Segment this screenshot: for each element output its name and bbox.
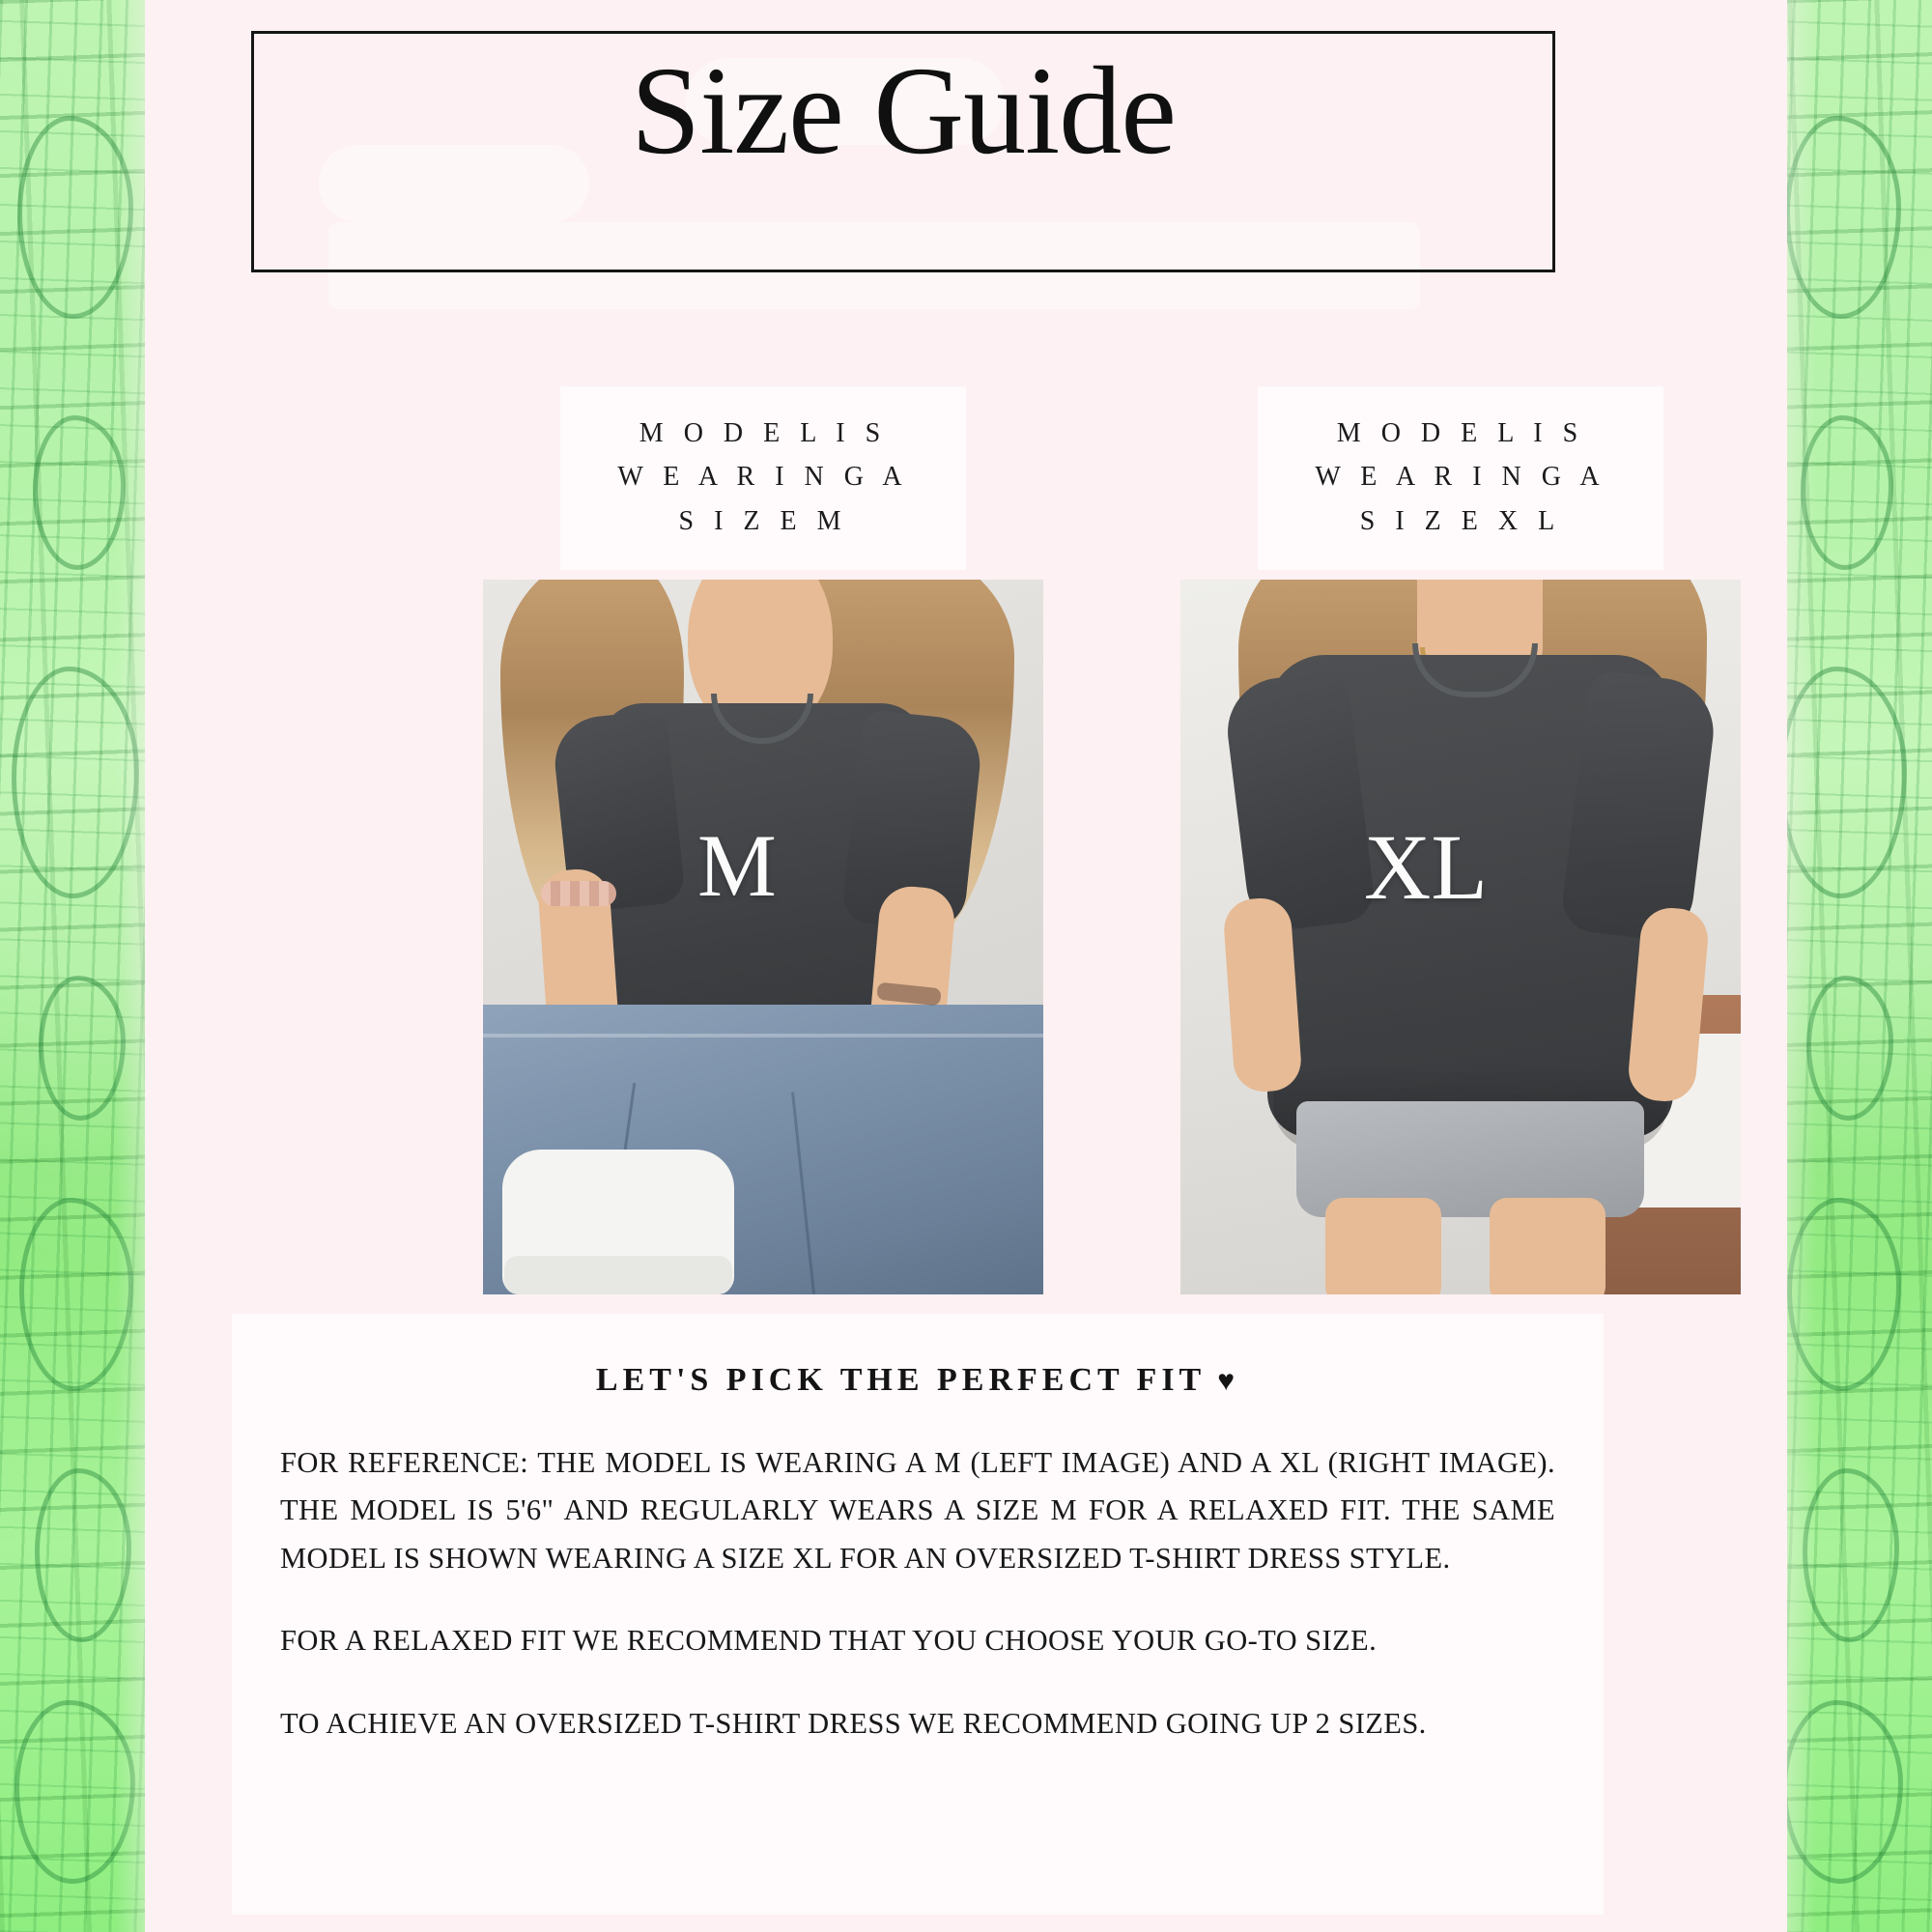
fit-info-paragraph-2: FOR A RELAXED FIT WE RECOMMEND THAT YOU CHOOSE YOUR GO-TO SIZE.: [280, 1624, 1378, 1658]
fit-info-body: [261, 1439, 1575, 1747]
bracelet: [541, 881, 616, 906]
page-title: Size Guide: [630, 42, 1177, 181]
title-frame: [251, 31, 1555, 272]
model-m-shirt-label: M: [697, 816, 777, 915]
model-xl-caption: [1258, 386, 1663, 570]
border-texture-shape: [1801, 415, 1893, 570]
fit-info-paragraph-3: TO ACHIEVE AN OVERSIZED T-SHIRT DRESS WE RECOMMEND GOING UP 2 SIZES.: [280, 1706, 1427, 1740]
model-xl-photo: [1180, 580, 1741, 1294]
fit-info-paragraph-1: FOR REFERENCE: THE MODEL IS WEARING A M (LEFT IMAGE) AND A XL (RIGHT IMAGE). THE MODEL IS 5'6" AND REGULARLY WEARS A SIZE M FOR A RELAXED FIT. THE SAME MODEL IS SHOWN WEARING A SIZE XL FOR AN OVERSIZED T-SHIRT DRESS STYLE.: [280, 1446, 1555, 1575]
model-m-illustration: [483, 580, 1043, 1294]
model-m-caption-line-3: S I Z E M: [678, 505, 848, 536]
leg-left: [1325, 1198, 1441, 1294]
leg-right: [1490, 1198, 1605, 1294]
heart-icon: ♥: [1217, 1365, 1240, 1397]
arm-left: [1222, 896, 1303, 1094]
border-texture-shape: [1803, 1468, 1899, 1642]
model-xl-caption-line-1: M O D E L I S: [1336, 418, 1585, 448]
model-m-photo: [483, 580, 1043, 1294]
border-texture-shape: [1779, 667, 1907, 898]
model-xl-caption-line-3: S I Z E X L: [1359, 505, 1562, 536]
left-decorative-border: [0, 0, 164, 1932]
border-texture-shape: [1785, 116, 1901, 319]
model-m-caption: [560, 386, 966, 570]
border-texture-shape: [17, 116, 133, 319]
border-texture-shape: [33, 415, 126, 570]
model-xl-illustration: [1180, 580, 1741, 1294]
border-texture-shape: [1806, 976, 1893, 1121]
jeans-seam: [483, 1034, 1043, 1037]
fit-info-panel: [232, 1314, 1604, 1915]
model-xl-caption-line-2: W E A R I N G A: [1315, 462, 1606, 493]
size-guide-canvas: [145, 0, 1787, 1932]
model-m-caption-line-1: M O D E L I S: [639, 418, 888, 448]
sneaker-sole: [504, 1256, 732, 1294]
right-decorative-border: [1768, 0, 1932, 1932]
border-texture-shape: [35, 1468, 131, 1642]
model-m-caption-line-2: W E A R I N G A: [617, 462, 909, 493]
fit-info-heading: [261, 1362, 1575, 1399]
border-texture-shape: [1787, 1198, 1901, 1391]
border-texture-shape: [39, 976, 126, 1121]
border-texture-shape: [14, 1700, 135, 1884]
model-xl-shirt-label: XL: [1364, 815, 1488, 919]
fit-info-heading-text: LET'S PICK THE PERFECT FIT: [595, 1362, 1207, 1398]
border-texture-shape: [12, 667, 139, 898]
border-texture-shape: [19, 1198, 133, 1391]
border-texture-shape: [1782, 1700, 1903, 1884]
